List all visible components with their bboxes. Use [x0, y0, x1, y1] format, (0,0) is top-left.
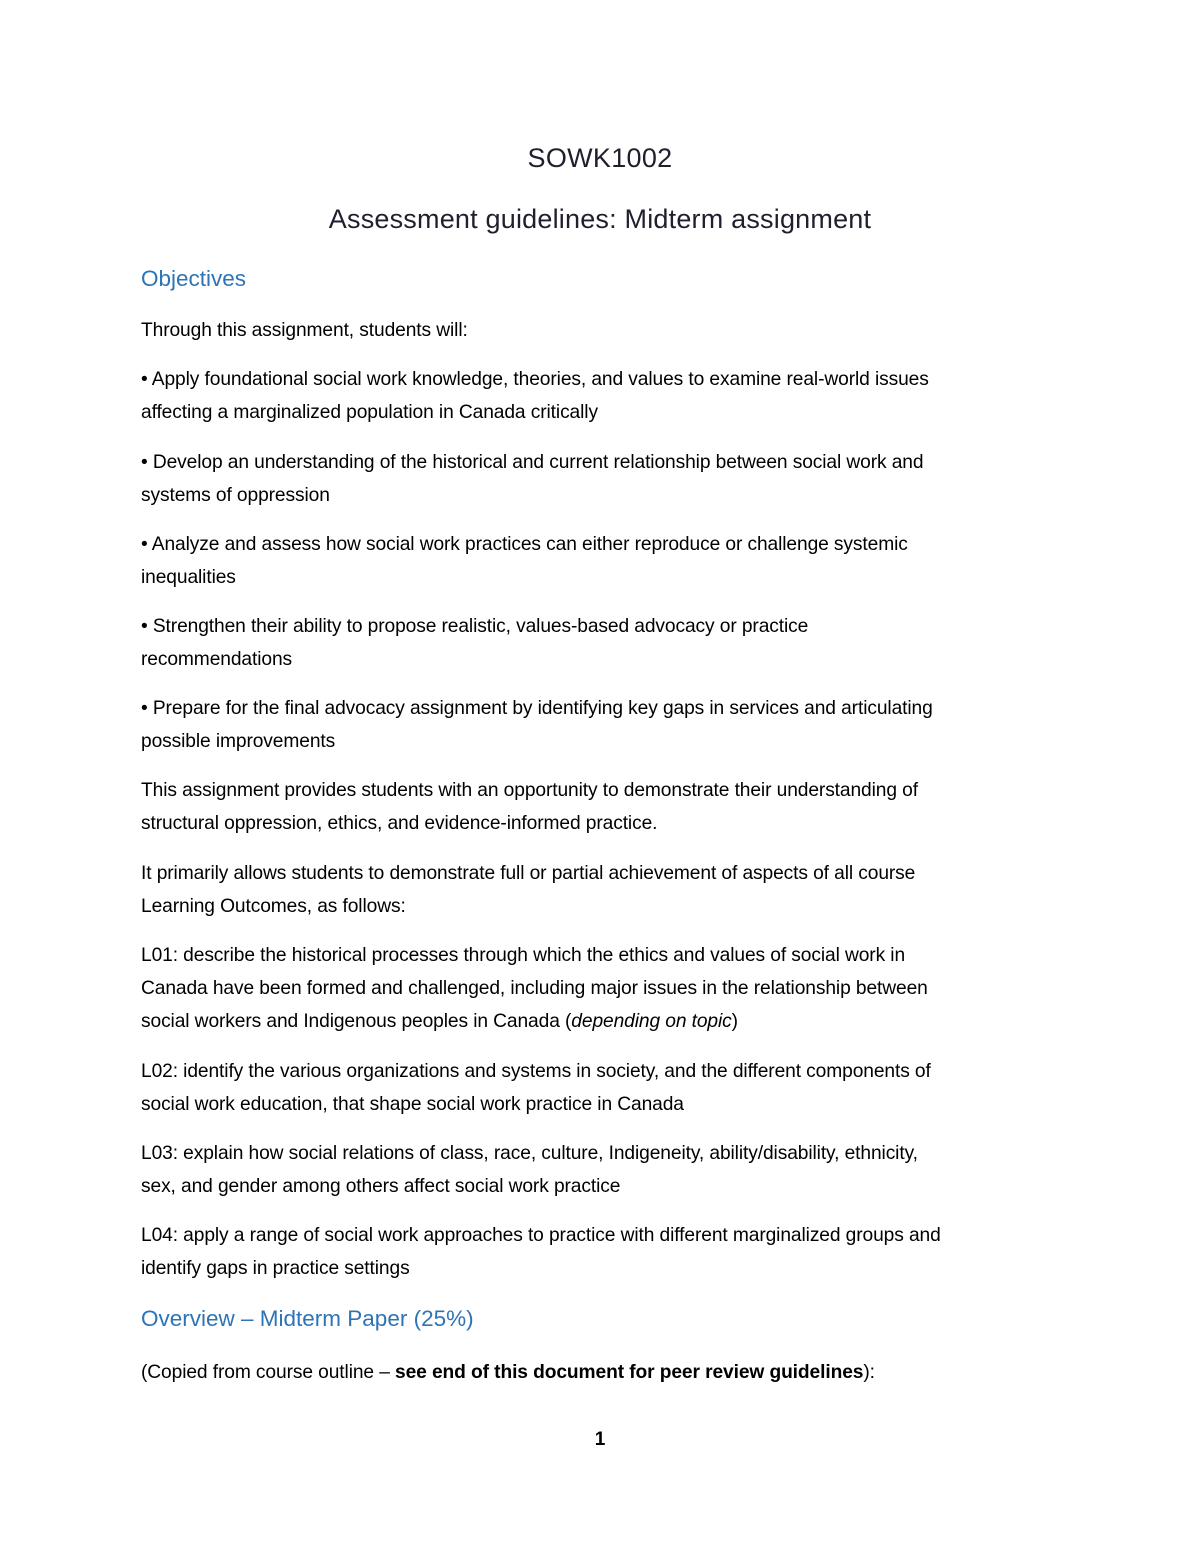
outcome-text: social workers and Indigenous peoples in Canada (: [141, 1011, 572, 1032]
outcome-text: ): [731, 1011, 738, 1032]
outcome-line: sex, and gender among others affect social work practice: [141, 1176, 621, 1197]
bullet-line: • Prepare for the final advocacy assignment by identifying key gaps in services and articulating: [141, 698, 933, 719]
outcome-line: social work education, that shape social work practice in Canada: [141, 1094, 684, 1115]
bullet-line: affecting a marginalized population in Canada critically: [141, 402, 598, 423]
page-number: 1: [594, 1429, 606, 1450]
overview-note-text: ):: [863, 1362, 875, 1383]
outcome-line: L04: apply a range of social work approaches to practice with different marginalized groups and: [141, 1225, 941, 1246]
bullet-line: • Develop an understanding of the historical and current relationship between social work and: [141, 452, 924, 473]
objective-bullet-4: [141, 610, 1071, 676]
objective-bullet-1: [141, 363, 1071, 429]
document-title: Assessment guidelines: Midterm assignment: [328, 204, 872, 234]
objective-bullet-3: [141, 528, 1071, 594]
objectives-intro: [141, 314, 1071, 347]
outcome-line: identify gaps in practice settings: [141, 1258, 410, 1279]
bullet-line: • Analyze and assess how social work practices can either reproduce or challenge systemic: [141, 534, 908, 555]
bullet-line: recommendations: [141, 649, 293, 670]
italic-note: depending on topic: [571, 1011, 732, 1032]
learning-outcome-lo1: [141, 939, 1071, 1038]
outcome-line: L01: describe the historical processes through which the ethics and values of social work in: [141, 945, 906, 966]
summary-line: This assignment provides students with an opportunity to demonstrate their understanding of: [141, 780, 918, 801]
outcome-line: L03: explain how social relations of class, race, culture, Indigeneity, ability/disability, ethnicity,: [141, 1143, 918, 1164]
bullet-line: systems of oppression: [141, 485, 330, 506]
learning-outcome-lo4: [141, 1219, 1071, 1285]
overview-note-text: (Copied from course outline –: [141, 1362, 396, 1383]
outcomes-intro-line: It primarily allows students to demonstrate full or partial achievement of aspects of all course: [141, 863, 916, 884]
learning-outcome-lo3: [141, 1137, 1071, 1203]
outcomes-intro-line: Learning Outcomes, as follows:: [141, 896, 406, 917]
bullet-line: inequalities: [141, 567, 236, 588]
bullet-line: possible improvements: [141, 731, 336, 752]
overview-note: [141, 1356, 1071, 1389]
objectives-intro-text: Through this assignment, students will:: [141, 320, 468, 341]
objectives-heading: Objectives: [141, 266, 247, 291]
outcome-line: L02: identify the various organizations and systems in society, and the different components of: [141, 1061, 931, 1082]
overview-note-line: [141, 1356, 1071, 1389]
overview-heading: Overview – Midterm Paper (25%): [141, 1306, 474, 1331]
objective-bullet-5: [141, 692, 1071, 758]
overview-note-bold: see end of this document for peer review guidelines: [395, 1362, 864, 1383]
learning-outcome-lo2: [141, 1055, 1071, 1121]
objective-bullet-2: [141, 446, 1071, 512]
outcome-line: Canada have been formed and challenged, including major issues in the relationship between: [141, 978, 928, 999]
outcome-line: [141, 1005, 1071, 1038]
course-code: SOWK1002: [527, 143, 673, 173]
bullet-line: • Strengthen their ability to propose realistic, values-based advocacy or practice: [141, 616, 809, 637]
summary-line: structural oppression, ethics, and evidence-informed practice.: [141, 813, 658, 834]
assignment-summary: [141, 774, 1071, 840]
bullet-line: • Apply foundational social work knowledge, theories, and values to examine real-world issues: [141, 369, 929, 390]
outcomes-intro: [141, 857, 1071, 923]
